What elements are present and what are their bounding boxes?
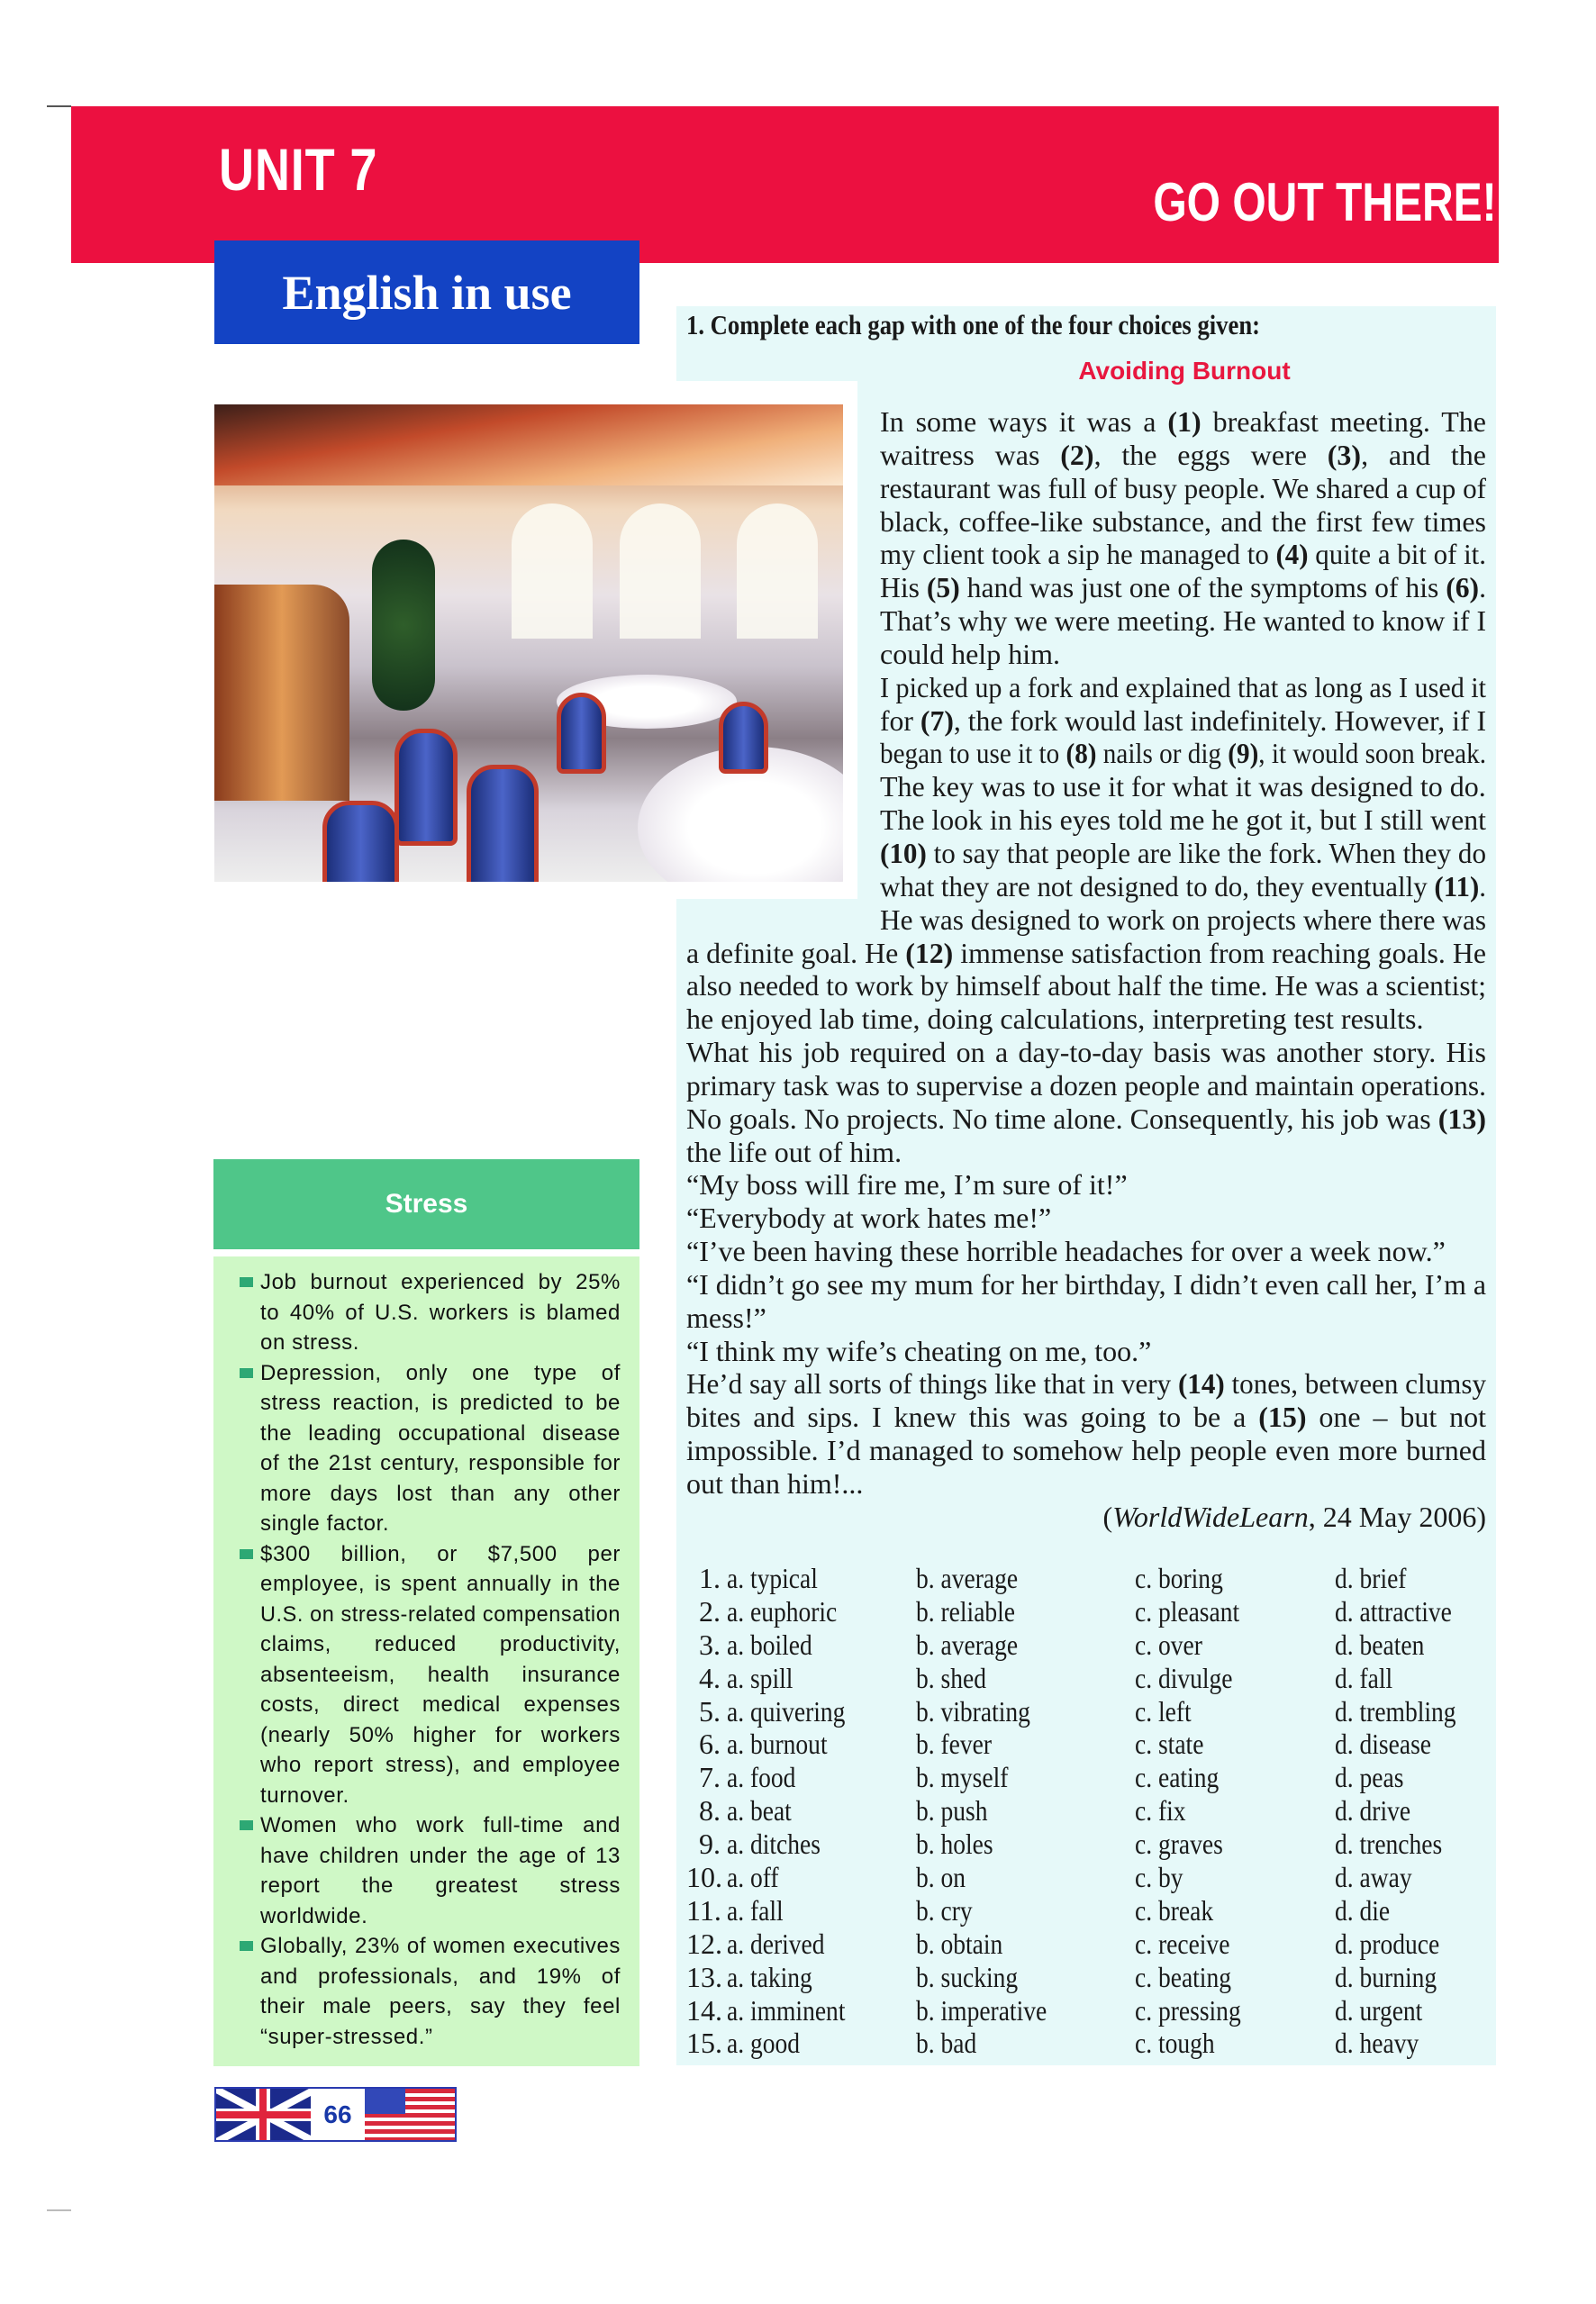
passage-line: “My boss will fire me, I’m sure of it!” [686, 1168, 1128, 1202]
stress-fact [240, 1810, 621, 1931]
choice-option-b: b. bad [916, 2027, 977, 2060]
passage-line: The key was to use it for what it was designed to do. [880, 770, 1486, 803]
stress-fact-line: who report stress), and employee [260, 1753, 621, 1777]
choice-option-d: d. peas [1335, 1761, 1404, 1794]
choice-option-c: c. divulge [1135, 1661, 1233, 1694]
stress-fact-line: Globally, 23% of women executives [260, 1934, 621, 1958]
stress-fact-line: Depression, only one type of [260, 1360, 621, 1385]
square-bullet-icon [240, 1941, 253, 1951]
stress-fact-line: of the 21st century, responsible for [260, 1451, 621, 1475]
stress-fact [240, 1267, 621, 1358]
stress-fact-line: employee, is spent annually in the [260, 1572, 621, 1596]
square-bullet-icon [240, 1277, 253, 1287]
page-number: 66 [311, 2089, 365, 2140]
choice-number: 5. [699, 1694, 721, 1728]
stress-fact [240, 1358, 621, 1539]
citation-date: , 24 May 2006) [1308, 1501, 1486, 1533]
uk-flag-icon [216, 2089, 311, 2140]
choice-option-d: d. drive [1335, 1794, 1411, 1828]
choice-option-b: b. obtain [916, 1927, 1003, 1960]
choice-number: 9. [699, 1828, 721, 1861]
passage-line: In some ways it was a (1) breakfast meeting. The [880, 405, 1487, 438]
passage-line: out than him!... [686, 1467, 864, 1500]
stress-fact-line: stress reaction, is predicted to be [260, 1391, 621, 1415]
choice-option-a: a. ditches [727, 1828, 821, 1861]
choice-option-d: d. brief [1335, 1562, 1407, 1594]
passage-line: He was designed to work on projects where there was [880, 903, 1486, 936]
choice-option-b: b. cry [916, 1893, 973, 1927]
gap-number: (10) [880, 836, 927, 869]
choice-option-c: c. receive [1135, 1927, 1230, 1960]
choice-row [686, 1761, 1488, 1794]
choice-row [686, 1728, 1488, 1761]
stress-fact-line: turnover. [260, 1782, 349, 1808]
passage-line: primary task was to supervise a dozen people and maintain operations. [686, 1068, 1486, 1102]
choice-row [686, 1994, 1488, 2027]
passage-line: the life out of him. [686, 1135, 902, 1168]
passage-line: “I think my wife’s cheating on me, too.” [686, 1334, 1152, 1367]
choice-option-d: d. die [1335, 1893, 1391, 1927]
stress-fact-line: the leading occupational disease [260, 1420, 621, 1446]
crop-mark [47, 2209, 71, 2211]
stress-fact-line: worldwide. [260, 1903, 368, 1928]
choice-option-a: a. euphoric [727, 1594, 838, 1628]
choice-option-b: b. average [916, 1628, 1019, 1661]
stress-fact-line: Job burnout experienced by 25% [260, 1270, 621, 1294]
unit-number: UNIT 7 [219, 136, 378, 203]
choice-option-c: c. beating [1135, 1960, 1231, 1993]
choice-option-a: a. fall [727, 1893, 784, 1927]
choice-option-a: a. good [727, 2027, 801, 2060]
stress-fact-line: costs, direct medical expenses [260, 1692, 621, 1717]
stress-fact-line: on stress. [260, 1330, 360, 1355]
passage-line: No goals. No projects. No time alone. Consequently, his job was (13) [686, 1102, 1486, 1135]
choice-option-d: d. beaten [1335, 1628, 1425, 1661]
passage-line: could help him. [880, 637, 1060, 670]
gap-number: (3) [1327, 438, 1362, 471]
choice-option-d: d. disease [1335, 1728, 1431, 1761]
square-bullet-icon [240, 1368, 253, 1378]
choice-option-c: c. pressing [1135, 1993, 1241, 2027]
passage-text [686, 405, 1486, 1501]
stress-fact [240, 1931, 621, 2052]
gap-number: (9) [1228, 737, 1259, 770]
choice-option-b: b. shed [916, 1661, 986, 1694]
passage-line: restaurant was full of busy people. We shared a cup of [880, 471, 1486, 504]
stress-fact-line: and professionals, and 19% of [260, 1964, 621, 1989]
choice-option-c: c. graves [1135, 1828, 1223, 1861]
citation-paren: ( [1102, 1501, 1113, 1533]
choice-option-c: c. fix [1135, 1794, 1186, 1828]
choice-option-a: a. food [727, 1761, 796, 1794]
square-bullet-icon [240, 1549, 253, 1559]
choice-option-c: c. over [1135, 1628, 1202, 1661]
passage-line: a definite goal. He (12) immense satisfaction from reaching goals. He [686, 936, 1486, 969]
choice-number: 13. [686, 1960, 722, 1993]
choice-number: 12. [686, 1927, 722, 1960]
passage-line: That’s why we were meeting. He wanted to know if I [880, 604, 1486, 638]
choice-number: 11. [686, 1893, 721, 1927]
choice-number: 7. [699, 1761, 721, 1794]
passage-line: what they are not designed to do, they eventually (11). [880, 869, 1486, 903]
citation-source: WorldWideLearn [1112, 1501, 1309, 1533]
choice-option-d: d. away [1335, 1861, 1412, 1894]
stress-fact-line: Women who work full-time and [260, 1813, 621, 1837]
gap-number: (11) [1434, 869, 1480, 903]
choices-table [686, 1562, 1488, 2060]
choice-row [686, 1562, 1488, 1595]
choice-option-c: c. pleasant [1135, 1594, 1240, 1628]
choice-number: 1. [699, 1562, 721, 1594]
passage-line: I picked up a fork and explained that as long as I used it [880, 670, 1486, 703]
choice-row [686, 1794, 1488, 1828]
passage-line: The look in his eyes told me he got it, but I still went [880, 803, 1486, 837]
choice-option-d: d. urgent [1335, 1993, 1423, 2027]
square-bullet-icon [240, 1820, 253, 1830]
choice-option-a: a. typical [727, 1562, 818, 1594]
stress-fact-line: to 40% of U.S. workers is blamed [260, 1300, 621, 1325]
choice-option-c: c. by [1135, 1861, 1183, 1894]
choice-option-b: b. average [916, 1562, 1019, 1594]
passage-line: His (5) hand was just one of the symptoms of his (6). [880, 571, 1486, 604]
stress-fact-line: (nearly 50% higher for workers [260, 1722, 621, 1747]
choice-option-b: b. reliable [916, 1594, 1016, 1628]
choice-option-a: a. derived [727, 1927, 825, 1960]
stress-box-title: Stress [213, 1159, 639, 1249]
choice-option-c: c. boring [1135, 1562, 1223, 1594]
us-flag-icon [365, 2089, 455, 2140]
gap-number: (12) [905, 936, 954, 969]
stress-fact-line: claims, reduced productivity, [260, 1632, 621, 1656]
choice-row [686, 1695, 1488, 1728]
choice-number: 14. [686, 1993, 722, 2027]
choice-number: 3. [699, 1628, 721, 1661]
choice-option-b: b. sucking [916, 1960, 1019, 1993]
choice-row [686, 1894, 1488, 1928]
page-number-badge [214, 2087, 457, 2142]
choice-number: 8. [699, 1794, 721, 1828]
stress-fact-line: U.S. on stress-related compensation [260, 1601, 621, 1627]
passage-line: waitress was (2), the eggs were (3), and the [880, 438, 1487, 471]
choice-option-b: b. fever [916, 1728, 993, 1761]
passage-line: mess!” [686, 1301, 766, 1334]
gap-number: (15) [1258, 1401, 1307, 1434]
choice-row [686, 1628, 1488, 1662]
citation [1103, 1501, 1486, 1533]
choice-number: 2. [699, 1594, 721, 1628]
choice-option-b: b. holes [916, 1828, 993, 1861]
choice-row [686, 1928, 1488, 1961]
passage-line: he enjoyed lab time, doing calculations, interpreting test results. [686, 1002, 1424, 1036]
choice-row [686, 1662, 1488, 1695]
choice-option-a: a. imminent [727, 1993, 846, 2027]
choice-option-c: c. break [1135, 1893, 1214, 1927]
gap-number: (13) [1437, 1102, 1486, 1135]
passage-line: What his job required on a day-to-day basis was another story. His [686, 1036, 1486, 1069]
choice-option-a: a. burnout [727, 1728, 828, 1761]
crop-mark [47, 105, 71, 107]
choice-option-a: a. beat [727, 1794, 792, 1828]
choice-option-d: d. fall [1335, 1661, 1393, 1694]
choice-option-c: c. tough [1135, 2027, 1215, 2060]
gap-number: (1) [1167, 405, 1202, 438]
stress-fact-line: report the greatest stress [260, 1873, 621, 1898]
stress-fact [240, 1539, 621, 1811]
passage-line: He’d say all sorts of things like that in very (14) tones, between clumsy [686, 1367, 1486, 1401]
choice-option-a: a. off [727, 1861, 779, 1894]
passage-line: “I didn’t go see my mum for her birthday, I didn’t even call her, I’m a [686, 1267, 1486, 1301]
choice-option-c: c. state [1135, 1728, 1204, 1761]
gap-number: (6) [1446, 571, 1480, 604]
choice-option-a: a. quivering [727, 1694, 846, 1728]
passage-line: impossible. I’d managed to somehow help people even more burned [686, 1434, 1486, 1467]
passage-line: “Everybody at work hates me!” [686, 1202, 1052, 1235]
passage-line: “I’ve been having these horrible headaches for over a week now.” [686, 1235, 1446, 1268]
passage-line: began to use it to (8) nails or dig (9), it would soon break. [880, 737, 1486, 770]
passage-line: black, coffee-like substance, and the first few times [880, 504, 1486, 538]
choice-option-b: b. push [916, 1794, 988, 1828]
stress-fact-line: $300 billion, or $7,500 per [260, 1541, 621, 1566]
stress-fact-line: single factor. [260, 1511, 390, 1536]
choice-option-c: c. left [1135, 1694, 1192, 1728]
choice-row [686, 1595, 1488, 1628]
choice-option-a: a. spill [727, 1661, 793, 1694]
passage-line: bites and sips. I knew this was going to be a (15) one – but not [686, 1401, 1487, 1434]
choice-number: 15. [686, 2027, 722, 2060]
choice-option-b: b. vibrating [916, 1694, 1030, 1728]
choice-number: 10. [686, 1861, 722, 1894]
choice-option-d: d. trembling [1335, 1694, 1456, 1728]
choice-option-d: d. burning [1335, 1960, 1437, 1993]
choice-row [686, 1861, 1488, 1894]
section-title: English in use [214, 240, 639, 344]
stress-fact-line: their male peers, say they feel [260, 1994, 621, 2018]
choice-option-d: d. heavy [1335, 2027, 1419, 2060]
gap-number: (2) [1060, 438, 1094, 471]
stress-facts-list [240, 1267, 621, 2052]
passage-line: (10) to say that people are like the fork. When they do [880, 836, 1486, 869]
choice-option-d: d. produce [1335, 1927, 1440, 1960]
gap-number: (8) [1066, 737, 1097, 770]
choice-option-d: d. trenches [1335, 1828, 1443, 1861]
choice-option-b: b. imperative [916, 1993, 1047, 2027]
gap-number: (7) [920, 703, 954, 737]
choice-option-a: a. boiled [727, 1628, 812, 1661]
passage-title: Avoiding Burnout [1078, 357, 1291, 385]
passage-line: for (7), the fork would last indefinitely. However, if I [880, 703, 1486, 737]
gap-number: (5) [926, 571, 960, 604]
stress-fact-line: “super-stressed.” [260, 2024, 433, 2049]
choice-option-a: a. taking [727, 1960, 812, 1993]
choice-row [686, 2027, 1488, 2060]
choice-row [686, 1961, 1488, 1994]
passage-line: my client took a sip he managed to (4) quite a bit of it. [880, 538, 1486, 571]
gap-number: (14) [1177, 1367, 1225, 1401]
passage-line: also needed to work by himself about half the time. He was a scientist; [686, 969, 1486, 1002]
stress-fact-line: absenteeism, health insurance [260, 1662, 621, 1687]
choice-number: 4. [699, 1661, 721, 1694]
unit-title: GO OUT THERE! [1153, 172, 1497, 232]
exercise-instruction: 1. Complete each gap with one of the four choices given: [686, 309, 1261, 340]
choice-option-b: b. on [916, 1861, 966, 1894]
choice-option-d: d. attractive [1335, 1594, 1452, 1628]
choice-row [686, 1828, 1488, 1861]
stress-fact-line: have children under the age of 13 [260, 1843, 621, 1868]
gap-number: (4) [1275, 538, 1309, 571]
choice-number: 6. [699, 1728, 721, 1761]
choice-option-c: c. eating [1135, 1761, 1220, 1794]
choice-option-b: b. myself [916, 1761, 1009, 1794]
stress-fact-line: more days lost than any other [260, 1481, 621, 1506]
